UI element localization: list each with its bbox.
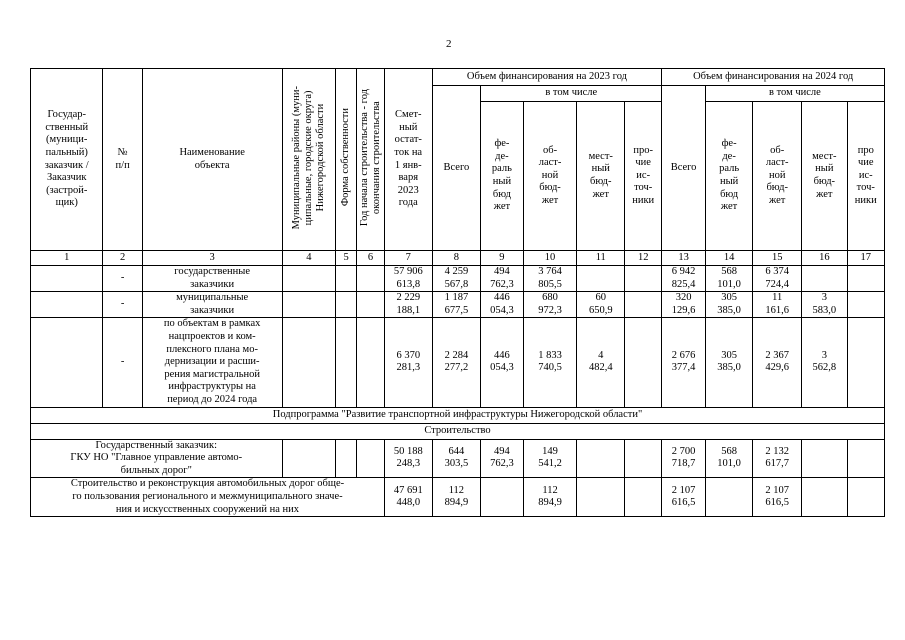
col-num: 7 [384, 251, 432, 266]
cell [847, 292, 884, 318]
subprogram-title: Подпрограмма "Развитие транспортной инфраструктуры Нижегородской области" [31, 407, 885, 423]
col-num: 16 [802, 251, 848, 266]
table-row [31, 266, 885, 292]
header-other-2024: про чие ис- точ- ники [847, 102, 884, 251]
cell: 305 385,0 [705, 292, 753, 318]
header-local-2023: мест- ный бюд- жет [577, 102, 625, 251]
table-row [31, 292, 885, 318]
cell: 568 101,0 [705, 266, 753, 292]
cell: 57 906 613,8 [384, 266, 432, 292]
cell: 446 054,3 [481, 292, 523, 318]
table-row [31, 318, 885, 407]
cell [577, 266, 625, 292]
row-name: по объектам в рамках нацпроектов и ком- плексного плана мо- дернизации и расши- рения магистральной инфраструктуры на период до 2024 года [142, 318, 282, 407]
table-row [31, 478, 885, 517]
header-name: Наименование объекта [142, 69, 282, 251]
cell: 2 676 377,4 [662, 318, 705, 407]
cell: 494 762,3 [481, 266, 523, 292]
section-title: Строительство [31, 423, 885, 439]
col-num: 12 [625, 251, 662, 266]
row-no: - [103, 318, 142, 407]
col-num: 13 [662, 251, 705, 266]
cell: 60 650,9 [577, 292, 625, 318]
cell: 2 367 429,6 [753, 318, 802, 407]
cell [802, 478, 848, 517]
cell [625, 478, 662, 517]
col-num: 5 [336, 251, 357, 266]
cell [847, 439, 884, 478]
cell: 6 370 281,3 [384, 318, 432, 407]
cell: 644 303,5 [432, 439, 481, 478]
col-num: 6 [357, 251, 385, 266]
cell [847, 266, 884, 292]
header-regional-2024: об- ласт- ной бюд- жет [753, 102, 802, 251]
cell: 3 764 805,5 [523, 266, 577, 292]
header-regional-2023: об- ласт- ной бюд- жет [523, 102, 577, 251]
cell: 2 132 617,7 [753, 439, 802, 478]
cell: 149 541,2 [523, 439, 577, 478]
col-num: 17 [847, 251, 884, 266]
header-including-2023: в том числе [481, 86, 662, 102]
cell: 112 894,9 [432, 478, 481, 517]
row-no: - [103, 292, 142, 318]
cell: 4 259 567,8 [432, 266, 481, 292]
col-num: 3 [142, 251, 282, 266]
header-years: Год начала строительства - год окончания строительства [357, 69, 385, 251]
cell: 112 894,9 [523, 478, 577, 517]
col-num: 1 [31, 251, 103, 266]
cell: 2 700 718,7 [662, 439, 705, 478]
cell [625, 439, 662, 478]
row-name: муниципальные заказчики [142, 292, 282, 318]
cell: 2 107 616,5 [753, 478, 802, 517]
header-no: № п/п [103, 69, 142, 251]
cell: 320 129,6 [662, 292, 705, 318]
cell [802, 439, 848, 478]
cell: 3 583,0 [802, 292, 848, 318]
col-num: 2 [103, 251, 142, 266]
cell: 11 161,6 [753, 292, 802, 318]
cell [625, 266, 662, 292]
cell: 4 482,4 [577, 318, 625, 407]
cell: 2 107 616,5 [662, 478, 705, 517]
col-num: 9 [481, 251, 523, 266]
cell: 494 762,3 [481, 439, 523, 478]
cell: 47 691 448,0 [384, 478, 432, 517]
header-total-2023: Всего [432, 86, 481, 251]
cell: 6 374 724,4 [753, 266, 802, 292]
col-num: 10 [523, 251, 577, 266]
header-including-2024: в том числе [705, 86, 884, 102]
header-ownership: Форма собственности [336, 69, 357, 251]
header-federal-2024: фе- де- раль ный бюд жет [705, 102, 753, 251]
cell: 446 054,3 [481, 318, 523, 407]
object-name: Строительство и реконструкция автомобильных дорог обще- го пользования регионального и межмуниципального значе- ния и искусственных сооружений на них [31, 478, 385, 517]
header-fin-2024: Объем финансирования на 2024 год [662, 69, 885, 86]
cell: 305 385,0 [705, 318, 753, 407]
cell: 680 972,3 [523, 292, 577, 318]
header-local-2024: мест- ный бюд- жет [802, 102, 848, 251]
row-name: государственные заказчики [142, 266, 282, 292]
header-fin-2023: Объем финансирования на 2023 год [432, 69, 662, 86]
cell: 50 188 248,3 [384, 439, 432, 478]
cell [802, 266, 848, 292]
cell: 1 187 677,5 [432, 292, 481, 318]
row-no: - [103, 266, 142, 292]
column-numbers-row [31, 251, 885, 266]
col-num: 8 [432, 251, 481, 266]
customer-name: Государственный заказчик: ГКУ НО "Главное управление автомо- бильных дорог" [31, 439, 283, 478]
cell [577, 439, 625, 478]
header-districts: Муниципальные районы (муни- ципальные, городские округа) Нижегородской области [282, 69, 336, 251]
cell [847, 478, 884, 517]
header-estimate: Смет- ный остат- ток на 1 янв- варя 2023 года [384, 69, 432, 251]
table-row [31, 439, 885, 478]
cell [481, 478, 523, 517]
col-num: 14 [705, 251, 753, 266]
financing-table [30, 68, 885, 517]
header-total-2024: Всего [662, 86, 705, 251]
header-customer: Государ- ственный (муници- пальный) заказчик / Заказчик (застрой- щик) [31, 69, 103, 251]
page-number: 2 [446, 38, 452, 50]
cell: 1 833 740,5 [523, 318, 577, 407]
header-other-2023: про- чие ис- точ- ники [625, 102, 662, 251]
cell [577, 478, 625, 517]
cell [625, 292, 662, 318]
col-num: 15 [753, 251, 802, 266]
cell: 2 284 277,2 [432, 318, 481, 407]
cell: 2 229 188,1 [384, 292, 432, 318]
cell [705, 478, 753, 517]
cell [625, 318, 662, 407]
cell [847, 318, 884, 407]
cell: 6 942 825,4 [662, 266, 705, 292]
col-num: 11 [577, 251, 625, 266]
cell: 568 101,0 [705, 439, 753, 478]
header-federal-2023: фе- де- раль ный бюд жет [481, 102, 523, 251]
col-num: 4 [282, 251, 336, 266]
cell: 3 562,8 [802, 318, 848, 407]
